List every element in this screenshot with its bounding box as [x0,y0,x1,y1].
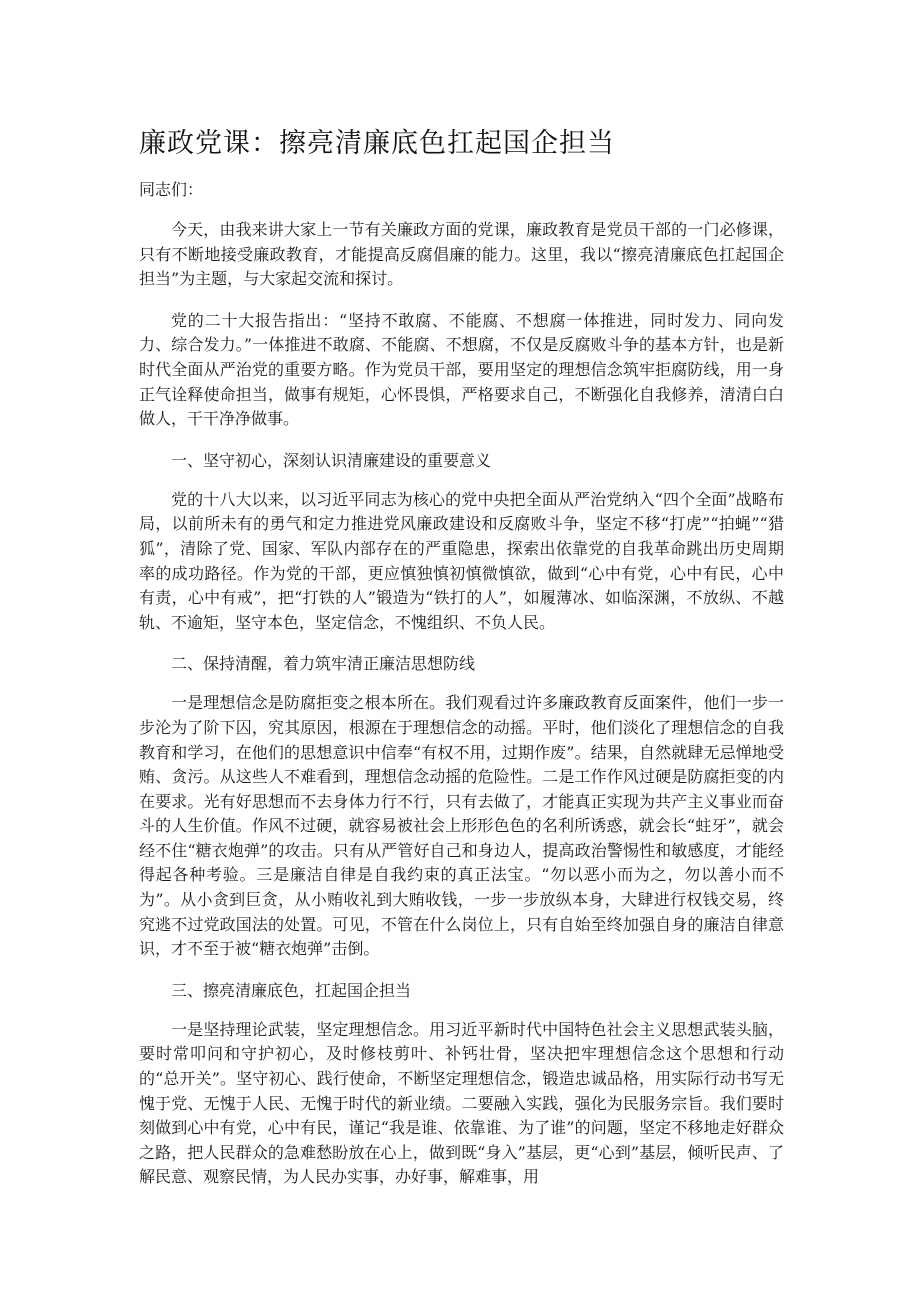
paragraph-intro: 今天，由我来讲大家上一节有关廉政方面的党课，廉政教育是党员干部的一门必修课，只有不断地接受廉政教育，才能提高反腐倡廉的能力。这里，我以“擦亮清廉底色扛起国企担当”为主题，与大家起交流和探讨。 [139,220,784,289]
section-heading-2: 二、保持清醒，着力筑牢清正廉洁思想防线 [171,654,476,674]
document-title: 廉政党课：擦亮清廉底色扛起国企担当 [139,128,615,159]
section-heading-3: 三、擦亮清廉底色，扛起国企担当 [171,980,412,1000]
section-heading-1: 一、坚守初心，深刻认识清廉建设的重要意义 [171,450,492,470]
paragraph-section-1: 党的十八大以来，以习近平同志为核心的党中央把全面从严治党纳入“四个全面”战略布局，以前所未有的勇气和定力推进党风廉政建设和反腐败斗争，坚定不移“打虎”“拍蝇”“猎狐”，清除了党、国家、军队内部存在的严重隐患，探索出依靠党的自我革命跳出历史周期率的成功路径。作为党的干部，更应慎独慎初慎微慎欲，做到“心中有党，心中有民，心中有责，心中有戒”，把“打铁的人”锻造为“铁打的人”，如履薄冰、如临深渊，不放纵、不越轨、不逾矩，坚守本色，坚定信念，不愧组织、不负人民。 [139,489,784,632]
paragraph-section-3: 一是坚持理论武装，坚定理想信念。用习近平新时代中国特色社会主义思想武装头脑，要时常叩问和守护初心，及时修枝剪叶、补钙壮骨，坚决把牢理想信念这个思想和行动的“总开关”。坚守初心、践行使命，不断坚定理想信念，锻造忠诚品格，用实际行动书写无愧于党、无愧于人民、无愧于时代的新业绩。二要融入实践，强化为民服务宗旨。我们要时刻做到心中有党，心中有民，谨记“我是谁、依靠谁、为了谁”的问题，坚定不移地走好群众之路，把人民群众的急难愁盼放在心上，做到既“身入”基层，更“心到”基层，倾听民声、了解民意、观察民情，为人民办实事，办好事，解难事，用 [139,1019,784,1187]
salutation: 同志们： [139,180,204,199]
paragraph-section-2: 一是理想信念是防腐拒变之根本所在。我们观看过许多廉政教育反面案件，他们一步一步沦为了阶下囚，究其原因，根源在于理想信念的动摇。平时，他们淡化了理想信念的自我教育和学习，在他们的思想意识中信奉“有权不用，过期作废”。结果，自然就肆无忌惮地受贿、贪污。从这些人不难看到，理想信念动摇的危险性。二是工作作风过硬是防腐拒变的内在要求。光有好思想而不去身体力行不行，只有去做了，才能真正实现为共产主义事业而奋斗的人生价值。作风不过硬，就容易被社会上形形色色的名利所诱惑，就会长“蛀牙”，就会经不住“糖衣炮弹”的攻击。只有从严管好自己和身边人，提高政治警惕性和敏感度，才能经得起各种考验。三是廉洁自律是自我约束的真正法宝。“勿以恶小而为之，勿以善小而不为”。从小贪到巨贪，从小贿收礼到大贿收钱，一步一步放纵本身，大肆进行权钱交易，终究逃不过党政国法的处置。可见，不管在什么岗位上，只有自始至终加强自身的廉洁自律意识，才不至于被“糖衣炮弹”击倒。 [139,693,784,959]
document-page [139,124,784,1207]
paragraph-report: 党的二十大报告指出：“坚持不敢腐、不能腐、不想腐一体推进，同时发力、同向发力、综合发力。”一体推进不敢腐、不能腐、不想腐，不仅是反腐败斗争的基本方针，也是新时代全面从严治党的重要方略。作为党员干部，要用坚定的理想信念筑牢拒腐防线，用一身正气诠释使命担当，做事有规矩，心怀畏惧，严格要求自己，不断强化自我修养，清清白白做人，干干净净做事。 [139,310,784,429]
